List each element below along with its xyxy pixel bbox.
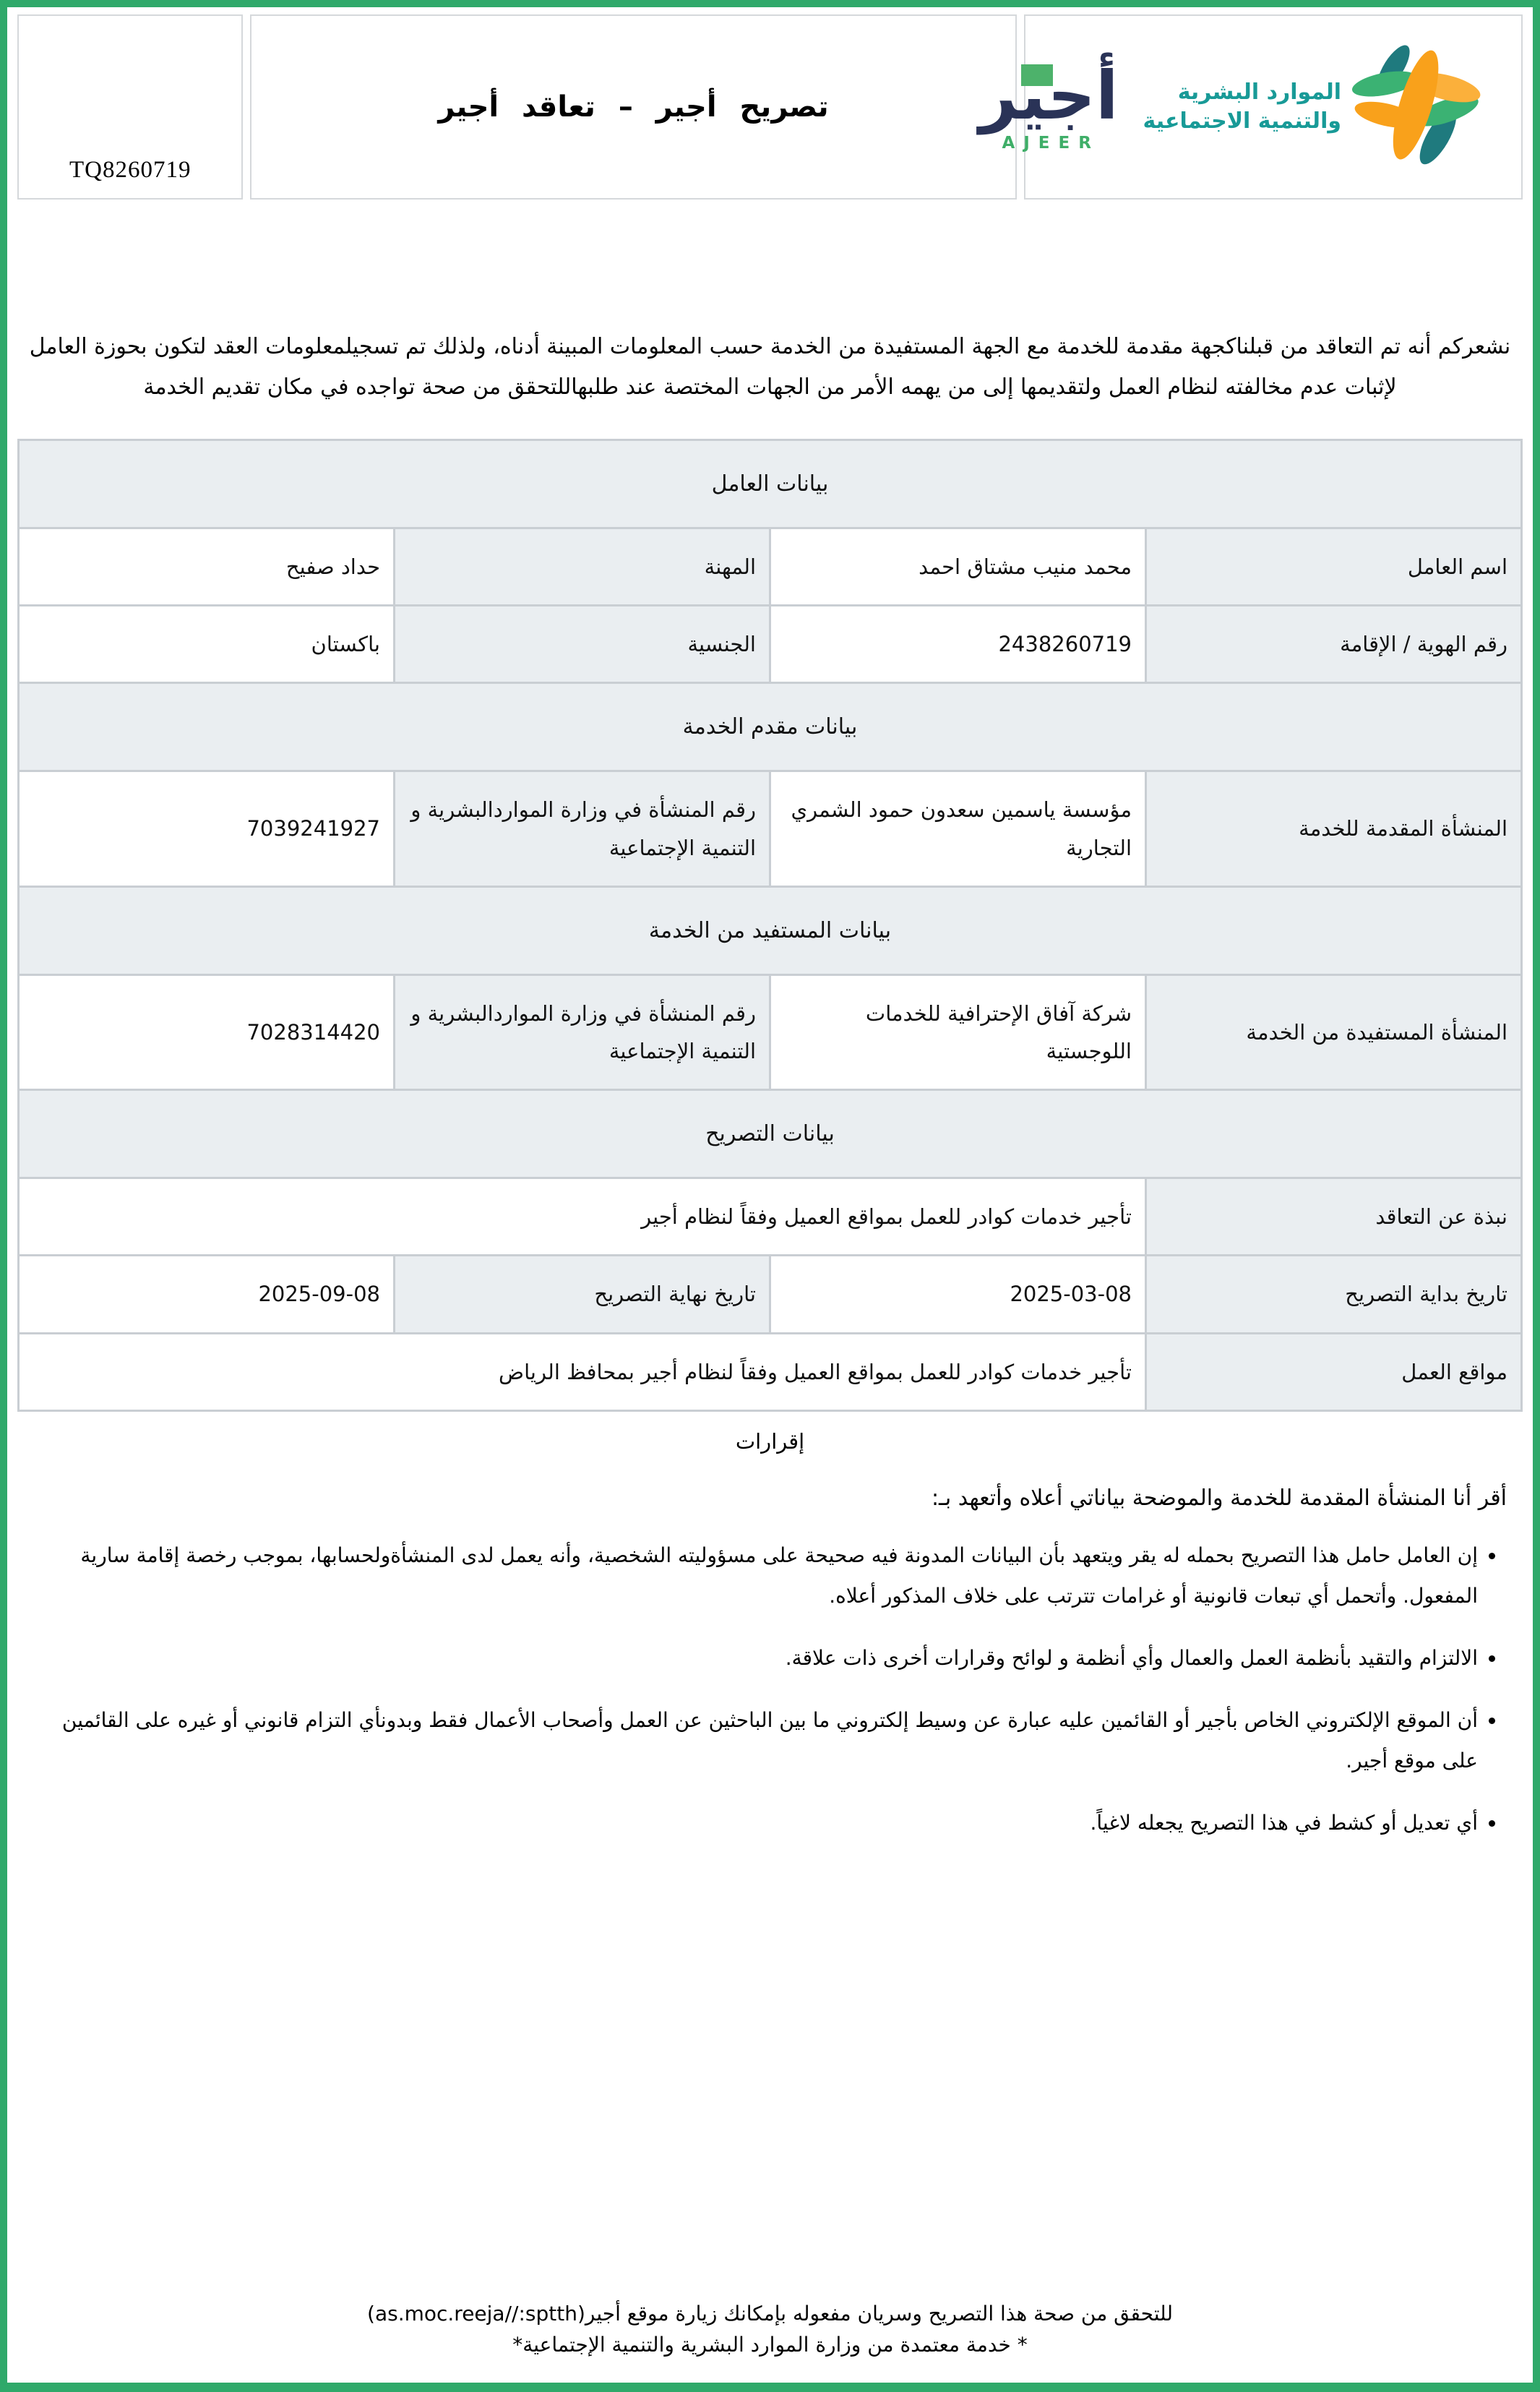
declarations-intro: أقر أنا المنشأة المقدمة للخدمة والموضحة بياناتي أعلاه وأتعهد بـ: (931, 1485, 1507, 1511)
table-row-section-worker (19, 440, 1522, 528)
value-start-date: 2025-03-08 (770, 1256, 1146, 1333)
label-beneficiary-establishment: المنشأة المستفيدة من الخدمة (1146, 974, 1522, 1089)
value-end-date: 2025-09-08 (19, 1256, 395, 1333)
declaration-item: • أن الموقع الإلكتروني الخاص بأجير أو القائمين عليه عبارة عن وسيط إلكتروني ما بين الباحثين عن العمل وأصحاب الأعمال فقط وبدونأي التزام قانوني أو غيره على القائمين على موقع أجير. (36, 1700, 1478, 1781)
label-beneficiary-number: رقم المنشأة في وزارة المواردالبشرية و التنمية الإجتماعية (395, 974, 770, 1089)
label-work-locations: مواقع العمل (1146, 1333, 1522, 1410)
permit-number: TQ8260719 (69, 157, 192, 183)
table-row-worker-id (19, 606, 1522, 683)
label-provider-establishment: المنشأة المقدمة للخدمة (1146, 771, 1522, 886)
ministry-palm-icon (1344, 33, 1492, 181)
table-row-provider (19, 771, 1522, 886)
ministry-wordmark-line2: والتنمية الاجتماعية (1143, 108, 1341, 134)
section-header-provider: بيانات مقدم الخدمة (19, 683, 1522, 771)
declaration-item: • أي تعديل أو كشط في هذا التصريح يجعله لاغياً. (36, 1803, 1478, 1843)
permit-number-box (17, 14, 243, 200)
title-box (250, 14, 1017, 200)
footer-verify-line: للتحقق من صحة هذا التصريح وسريان مفعوله بإمكانك زيارة موقع أجير(as.moc.reeja//:sptth) (367, 2302, 1173, 2325)
value-worker-name: محمد منيب مشتاق احمد (770, 528, 1146, 606)
ajeer-logo-arabic: أجير (978, 56, 1119, 134)
page-title: تصريح أجير – تعاقد أجير (438, 90, 829, 124)
ministry-wordmark-line1: الموارد البشرية (1177, 79, 1341, 105)
table-row-permit-dates (19, 1256, 1522, 1333)
value-beneficiary-number: 7028314420 (19, 974, 395, 1089)
header (17, 14, 1523, 200)
value-beneficiary-establishment: شركة آفاق الإحترافية للخدمات اللوجستية (770, 974, 1146, 1089)
value-work-locations: تأجير خدمات كوادر للعمل بمواقع العميل وفقاً لنظام أجير بمحافظ الرياض (19, 1333, 1146, 1410)
declaration-item: • الالتزام والتقيد بأنظمة العمل والعمال وأي أنظمة و لوائح وقرارات أخرى ذات علاقة. (36, 1638, 1478, 1679)
declaration-item: • إن العامل حامل هذا التصريح بحمله له يقر ويتعهد بأن البيانات المدونة فيه صحيحة على مسؤوليته الشخصية، وأنه يعمل لدى المنشأةولحسابها، بموجب رخصة إقامة سارية المفعول. وأتحمل أي تبعات قانونية أو غرامات تترتب على خلاف المذكور أعلاه. (36, 1535, 1478, 1616)
label-start-date: تاريخ بداية التصريح (1146, 1256, 1522, 1333)
ajeer-logo (978, 56, 1119, 153)
value-contract-about: تأجير خدمات كوادر للعمل بمواقع العميل وفقاً لنظام أجير (19, 1178, 1146, 1256)
value-provider-establishment: مؤسسة ياسمين سعدون حمود الشمري التجارية (770, 771, 1146, 886)
table-row-beneficiary (19, 974, 1522, 1089)
table-row-section-provider (19, 683, 1522, 771)
label-id-number: رقم الهوية / الإقامة (1146, 606, 1522, 683)
table-row-work-locations (19, 1333, 1522, 1410)
intro-paragraph: نشعركم أنه تم التعاقد من قبلناكجهة مقدمة للخدمة مع الجهة المستفيدة من الخدمة حسب المعلومات المبينة أدناه، ولذلك تم تسجيلمعلومات العقد لتكون بحوزة العامل لإثبات عدم مخالفته لنظام العمل ولتقديمها إلى من يهمه الأمر من الجهات المختصة عند طلبهاللتحقق من صحة تواجده في مكان تقديم الخدمة (29, 334, 1511, 400)
label-contract-about: نبذة عن التعاقد (1146, 1178, 1522, 1256)
ministry-wordmark (1143, 78, 1341, 137)
label-provider-number: رقم المنشأة في وزارة المواردالبشرية و التنمية الإجتماعية (395, 771, 770, 886)
section-header-permit: بيانات التصريح (19, 1090, 1522, 1178)
declarations-title: إقرارات (735, 1428, 805, 1454)
value-nationality: باكستان (19, 606, 395, 683)
footer (7, 2294, 1533, 2383)
section-header-beneficiary: بيانات المستفيد من الخدمة (19, 886, 1522, 974)
label-worker-name: اسم العامل (1146, 528, 1522, 606)
label-nationality: الجنسية (395, 606, 770, 683)
footer-approved-line: * خدمة معتمدة من وزارة الموارد البشرية والتنمية الإجتماعية* (512, 2333, 1028, 2357)
label-end-date: تاريخ نهاية التصريح (395, 1256, 770, 1333)
value-provider-number: 7039241927 (19, 771, 395, 886)
value-profession: حداد صفيح (19, 528, 395, 606)
ministry-logo (1143, 33, 1492, 181)
permit-data-table (17, 439, 1523, 1412)
value-id-number: 2438260719 (770, 606, 1146, 683)
ajeer-logo-latin: AJEER (1002, 134, 1100, 153)
table-row-worker-name (19, 528, 1522, 606)
table-row-section-beneficiary (19, 886, 1522, 974)
section-header-worker: بيانات العامل (19, 440, 1522, 528)
label-profession: المهنة (395, 528, 770, 606)
declarations-section (29, 1429, 1511, 1865)
table-row-section-permit (19, 1090, 1522, 1178)
logos-box (978, 14, 1523, 200)
table-row-contract-about (19, 1178, 1522, 1256)
declarations-list (29, 1535, 1511, 1843)
